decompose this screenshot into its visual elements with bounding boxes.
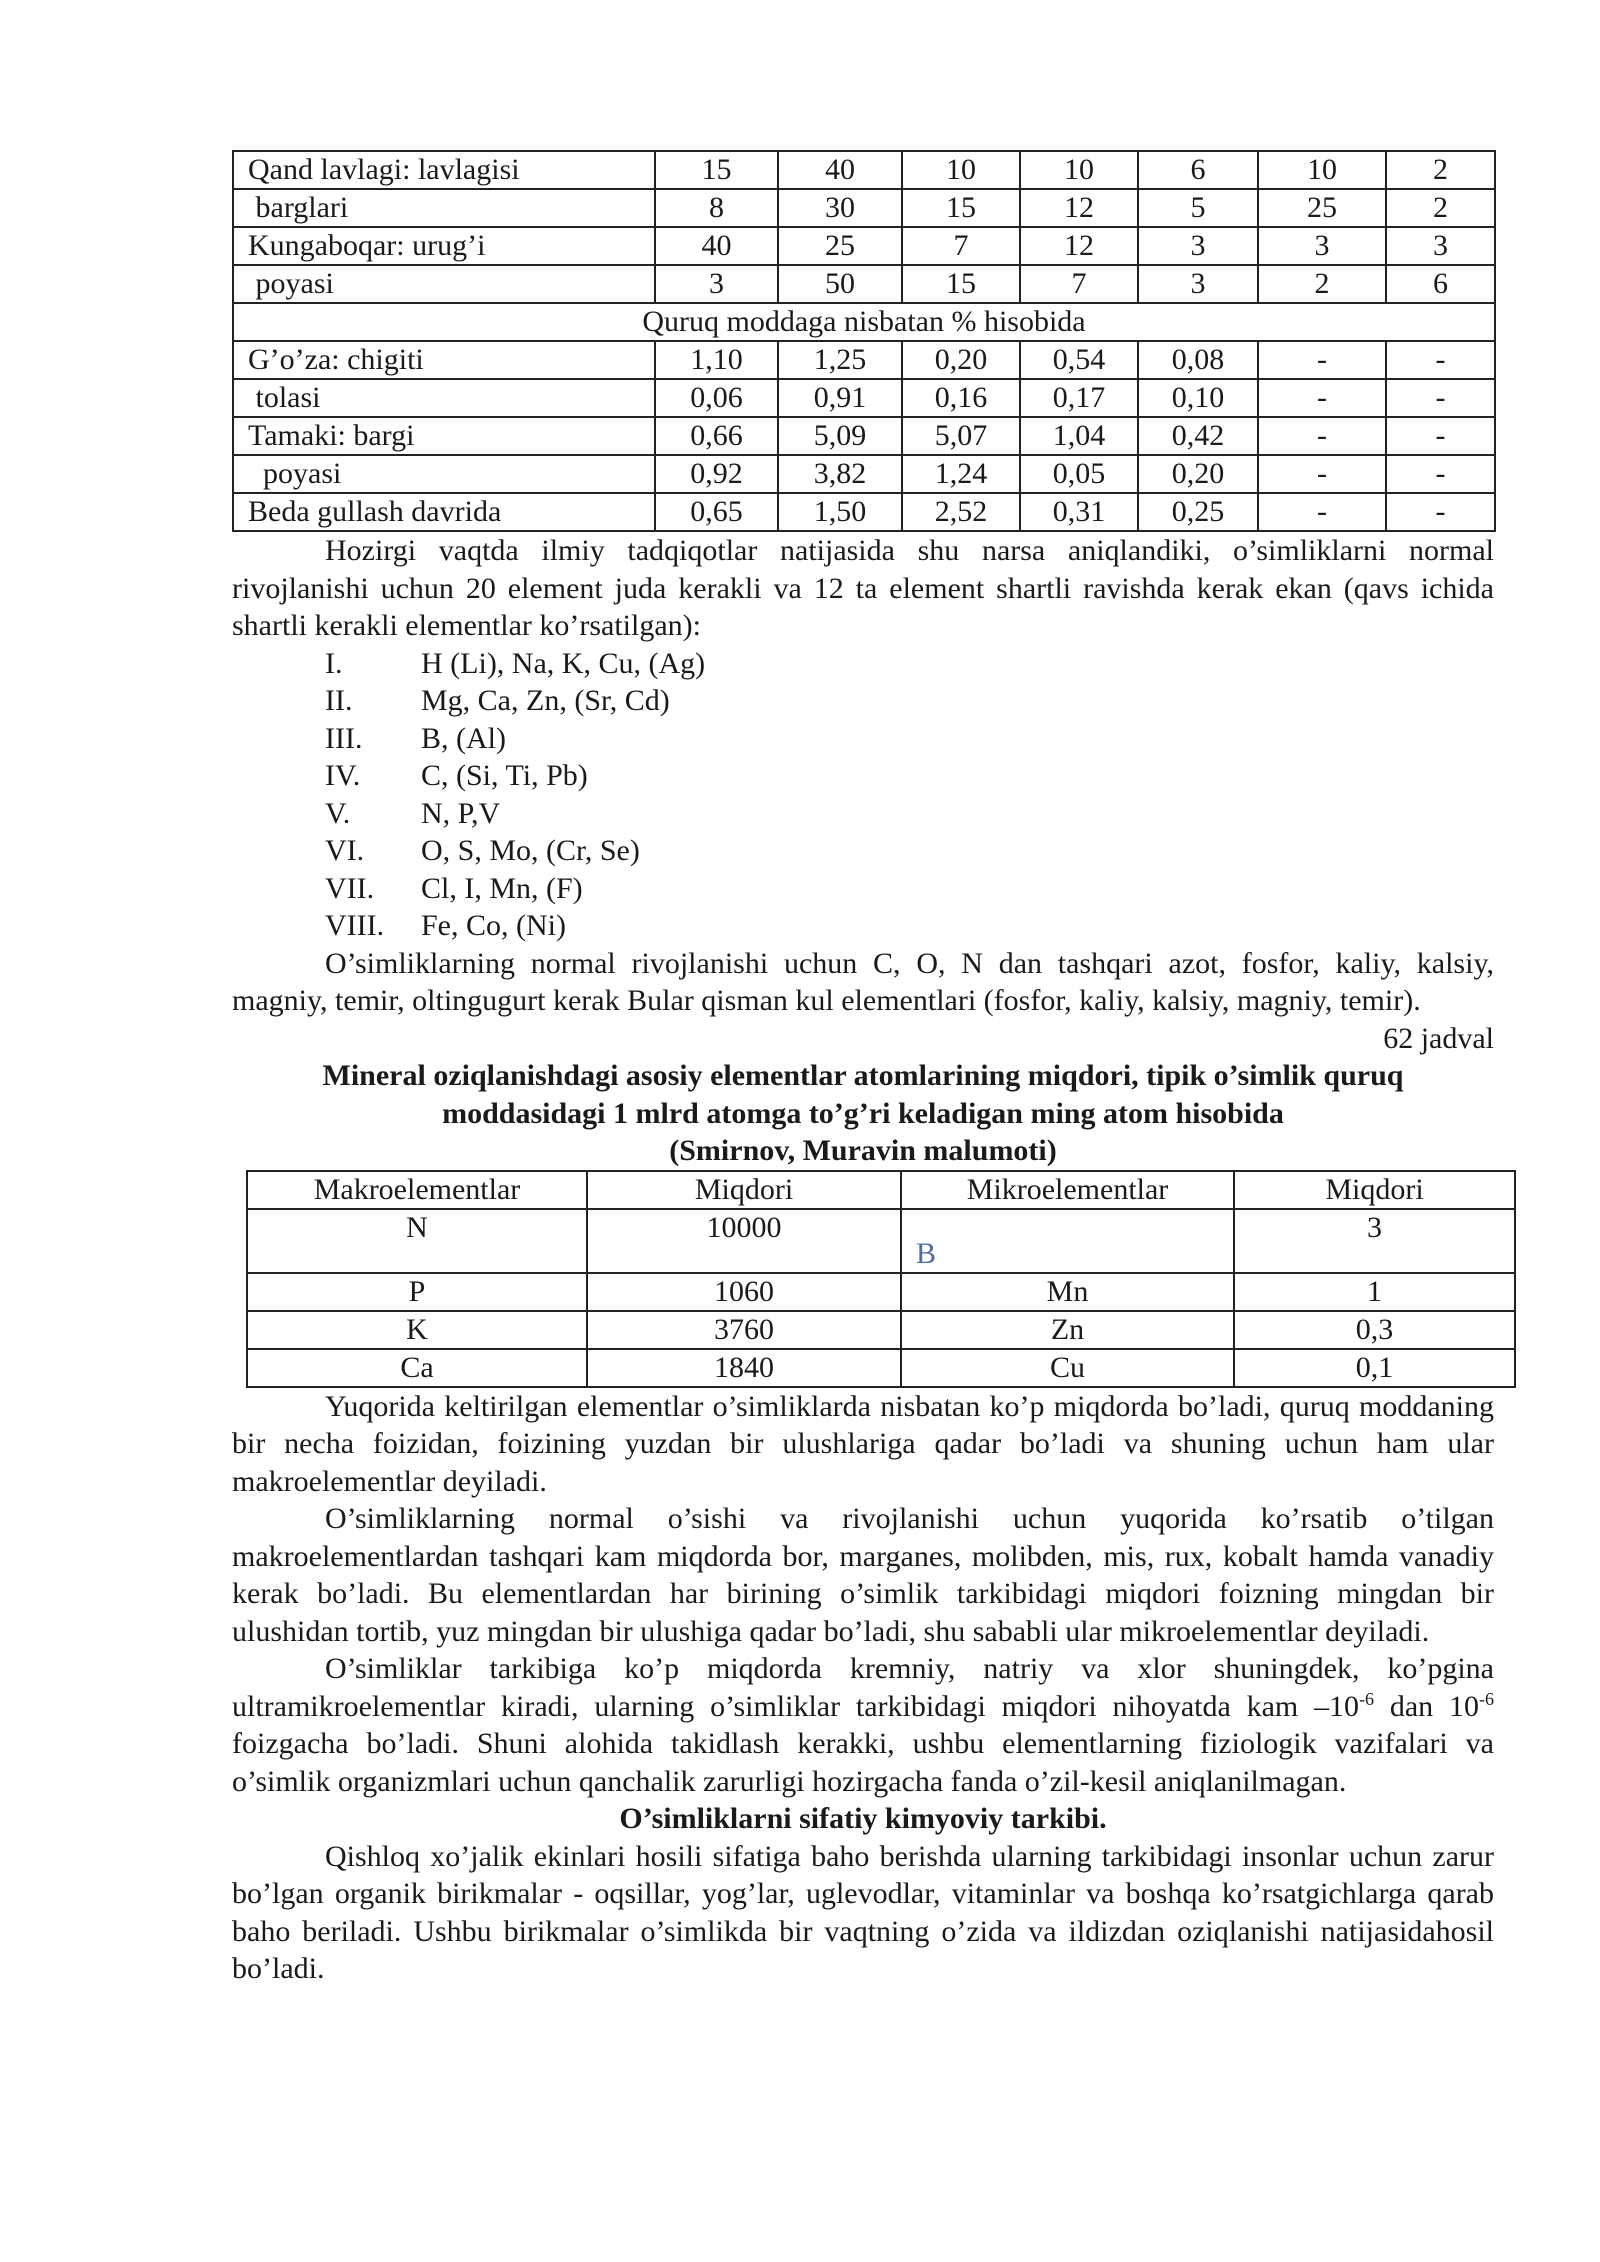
group-number: VI. [325,834,365,867]
list-item [232,907,1494,945]
table-cell: 0,08 [1138,341,1258,379]
table-row [233,151,1495,189]
table-cell: 25 [1258,189,1386,227]
table-cell: N [247,1209,587,1273]
table-cell: 2 [1258,265,1386,303]
table-cell: 0,91 [778,379,902,417]
table-row [247,1349,1515,1387]
table-cell: Ca [247,1349,587,1387]
row-label: Tamaki: bargi [233,417,655,455]
table-row [247,1273,1515,1311]
table-cell: 6 [1138,151,1258,189]
table-cell: - [1258,455,1386,493]
group-number: III. [325,721,363,755]
table-cell: Zn [901,1311,1234,1349]
row-label: barglari [233,189,655,227]
table-cell: 3 [655,265,778,303]
row-label: Kungaboqar: urug’i [233,227,655,265]
table-cell: 50 [778,265,902,303]
table-cell: 7 [902,227,1020,265]
group-elements: Mg, Ca, Zn, (Sr, Cd) [421,684,670,717]
table-cell: 3 [1258,227,1386,265]
table-header-row [247,1171,1515,1209]
table-row [233,455,1495,493]
row-label: G’o’za: chigiti [233,341,655,379]
nutrient-table [232,150,1496,532]
elements-atom-table [246,1170,1516,1388]
table-cell: 2,52 [902,493,1020,531]
table-cell: K [247,1311,587,1349]
table-cell: 12 [1020,227,1138,265]
table-cell: 30 [778,189,902,227]
table-cell: 3 [1386,227,1495,265]
column-header: Miqdori [1234,1171,1515,1209]
table-cell: 12 [1020,189,1138,227]
table-cell: - [1386,417,1495,455]
table-cell: 2 [1386,189,1495,227]
group-elements: B, (Al) [421,721,506,755]
table-cell: 3,82 [778,455,902,493]
table-cell: 15 [655,151,778,189]
table-row [247,1209,1515,1273]
paragraph-macroelements: Yuqorida keltirilgan elementlar o’simliklarda nisbatan ko’p miqdorda bo’ladi, quruq moddaning bir necha foizidan, foizining yuzdan bir ulushlariga qadar bo’ladi va shuning uchun ham ular makroelementlar deyiladi. [232,1389,1494,1498]
table-title-source: (Smirnov, Muravin malumoti) [669,1134,1057,1167]
paragraph-quality: Qishloq xo’jalik ekinlari hosili sifatiga baho berishda ularning tarkibidagi insonlar uchun zarur bo’lgan organik birikmalar - oqsillar, yog’lar, uglevodlar, vitaminlar va boshqa ko’rsatgichlarga qarab baho beriladi. Ushbu birikmalar o’simlikda bir vaqtning o’zida va ildizdan oziqlanishi natijasidahosil bo’ladi. [232,1839,1494,1985]
table-cell: - [1386,455,1495,493]
table-cell: - [1386,493,1495,531]
table-cell: 5,09 [778,417,902,455]
table-row [233,265,1495,303]
table-row [233,227,1495,265]
table-cell: - [1386,379,1495,417]
column-header: Makroelementlar [247,1171,587,1209]
span-label: Quruq moddaga nisbatan % hisobida [233,303,1495,341]
row-label: poyasi [233,455,655,493]
table-cell: 2 [1386,151,1495,189]
table-cell: 5 [1138,189,1258,227]
table-cell: 8 [655,189,778,227]
table-cell: 1,04 [1020,417,1138,455]
table-cell: 0,10 [1138,379,1258,417]
table-row [247,1311,1515,1349]
row-label: poyasi [233,265,655,303]
group-number: V. [325,796,351,830]
table-row [233,417,1495,455]
table-cell: 0,25 [1138,493,1258,531]
table-cell: 40 [778,151,902,189]
table-cell: 1,10 [655,341,778,379]
row-label: tolasi [233,379,655,417]
group-number: I. [325,646,343,680]
table-cell: - [1258,417,1386,455]
list-item [232,682,1494,720]
table-cell: Mn [901,1273,1234,1311]
table-cell: - [1386,341,1495,379]
table-cell: - [1258,379,1386,417]
list-item [232,795,1494,833]
table-cell: 1060 [587,1273,901,1311]
table-cell: 1840 [587,1349,901,1387]
table-cell: 0,3 [1234,1311,1515,1349]
list-item [232,645,1494,683]
table-cell: 0,20 [1138,455,1258,493]
table-cell: 0,42 [1138,417,1258,455]
group-elements: N, P,V [421,796,501,830]
table-cell: 10 [902,151,1020,189]
table-cell: 0,06 [655,379,778,417]
table-cell: 7 [1020,265,1138,303]
column-header: Miqdori [587,1171,901,1209]
list-item [232,832,1494,870]
group-elements: H (Li), Na, K, Cu, (Ag) [421,646,706,680]
list-item [232,720,1494,758]
group-number: II. [325,684,353,717]
table-cell: 3 [1138,265,1258,303]
list-item [232,870,1494,908]
table-cell: P [247,1273,587,1311]
table-cell: 0,17 [1020,379,1138,417]
paragraph-intro: Hozirgi vaqtda ilmiy tadqiqotlar natijasida shu narsa aniqlandiki, o’simliklarni normal rivojlanishi uchun 20 element juda kerakli va 12 ta element shartli ravishda kerak ekan (qavs ichida shartli kerakli elementlar ko’rsatilgan): [232,534,1494,642]
table-cell: 6 [1386,265,1495,303]
group-number: VII. [325,871,375,905]
microelement-b: B [916,1236,937,1270]
row-label: Qand lavlagi: lavlagisi [233,151,655,189]
table-title-line-2: moddasidagi 1 mlrd atomga to’g’ri keladigan ming atom hisobida [442,1096,1284,1130]
table-cell: 3 [1138,227,1258,265]
table-title-line-1: Mineral oziqlanishdagi asosiy elementlar atomlarining miqdori, tipik o’simlik quruq [322,1059,1404,1092]
list-item [232,757,1494,795]
table-row [233,379,1495,417]
table-cell: 0,20 [902,341,1020,379]
table-cell: 5,07 [902,417,1020,455]
group-elements: O, S, Mo, (Cr, Se) [421,834,640,867]
table-cell: 10 [1020,151,1138,189]
table-cell: 0,1 [1234,1349,1515,1387]
group-elements: C, (Si, Ti, Pb) [421,759,588,792]
paragraph-ash-elements: O’simliklarning normal rivojlanishi uchun C, O, N dan tashqari azot, fosfor, kaliy, kalsiy, magniy, temir, oltingugurt kerak Bular qisman kul elementlari (fosfor, kaliy, kalsiy, magniy, temir). [232,946,1494,1017]
table-cell: 10000 [587,1209,901,1273]
table-cell: 25 [778,227,902,265]
table-cell: 1,50 [778,493,902,531]
table-cell [901,1209,1234,1273]
table-cell: Cu [901,1349,1234,1387]
group-elements: Cl, I, Mn, (F) [421,871,583,905]
table-cell: 15 [902,189,1020,227]
group-elements: Fe, Co, (Ni) [421,909,566,942]
table-cell: 0,66 [655,417,778,455]
table-number: 62 jadval [1383,1021,1494,1055]
table-cell: 40 [655,227,778,265]
document-page [232,150,1494,1988]
table-cell: 0,05 [1020,455,1138,493]
table-cell: 15 [902,265,1020,303]
table-cell: 0,54 [1020,341,1138,379]
group-number: VIII. [325,909,385,942]
group-number: IV. [325,759,361,792]
table-cell: 10 [1258,151,1386,189]
table-cell: 0,16 [902,379,1020,417]
table-cell: 0,31 [1020,493,1138,531]
table-cell: 1,24 [902,455,1020,493]
table-cell: 0,92 [655,455,778,493]
paragraph-ultramicroelements: O’simliklar tarkibiga ko’p miqdorda kremniy, natriy va xlor shuningdek, ko’pgina ultramikroelementlar kiradi, ularning o’simliklar tarkibidagi miqdori nihoyatda kam $-10^{-6}$ dan $10^{-6}$ foizgacha bo’ladi. Shuni alohida takidlash kerakki, ushbu elementlarning fiziologik vazifalari va o’simlik organizmlari uchun qanchalik zarurligi hozirgacha fanda o’zil-kesil aniqlanilmagan. [232,1652,1494,1798]
table-row [233,341,1495,379]
table-cell: - [1258,493,1386,531]
table-cell: - [1258,341,1386,379]
table-cell: 3 [1234,1209,1515,1273]
table-cell: 1 [1234,1273,1515,1311]
element-groups-list [232,645,1494,945]
table-span-row [233,303,1495,341]
column-header: Mikroelementlar [901,1171,1234,1209]
table-cell: 1,25 [778,341,902,379]
table-row [233,189,1495,227]
table-cell: 3760 [587,1311,901,1349]
section-heading: O’simliklarni sifatiy kimyoviy tarkibi. [619,1802,1107,1835]
table-cell: 0,65 [655,493,778,531]
table-row [233,493,1495,531]
paragraph-microelements: O’simliklarning normal o’sishi va rivojlanishi uchun yuqorida ko’rsatib o’tilgan makroelementlardan tashqari kam miqdorda bor, marganes, molibden, mis, rux, kobalt hamda vanadiy kerak bo’ladi. Bu elementlardan har birining o’simlik tarkibidagi miqdori foizning mingdan bir ulushidan tortib, yuz mingdan bir ulushiga qadar bo’ladi, shu sababli ular mikroelementlar deyiladi. [232,1502,1494,1648]
row-label: Beda gullash davrida [233,493,655,531]
